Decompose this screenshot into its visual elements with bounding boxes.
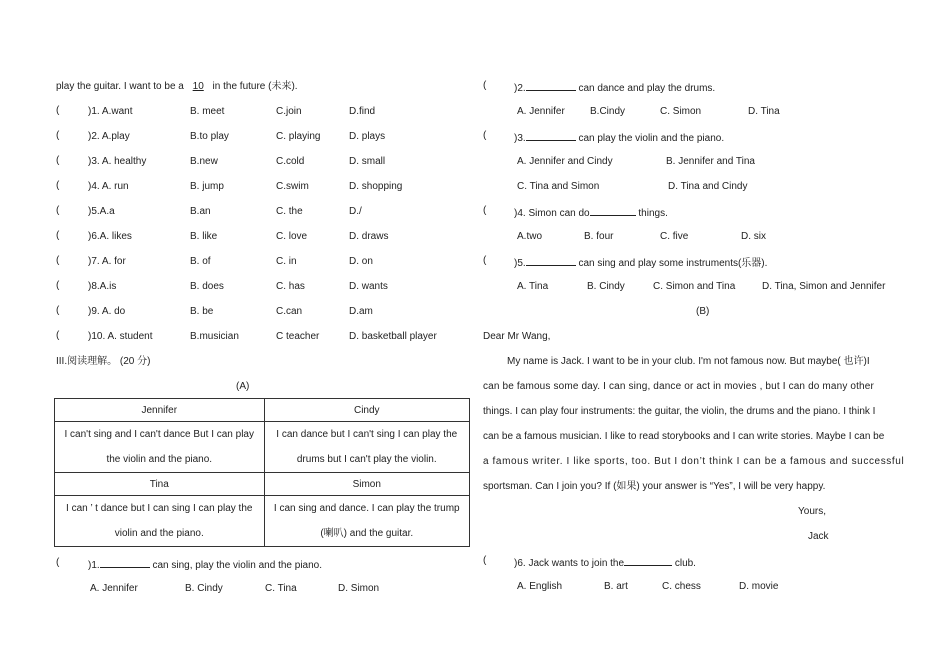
letter-line: things. I can play four instruments: the guitar, the violin, the drums and the piano. I think I: [483, 406, 876, 417]
option: B. meet: [190, 106, 225, 117]
paren-open: (: [56, 105, 60, 116]
option: B.Cindy: [590, 106, 626, 117]
option: C. five: [660, 231, 689, 242]
question-3: )3. can play the violin and the piano.: [514, 130, 724, 145]
answer-blank[interactable]: [526, 255, 576, 266]
intro-post: in the future (未来).: [209, 81, 298, 92]
option: D. Simon: [338, 583, 380, 594]
letter-salutation: Dear Mr Wang,: [483, 331, 551, 342]
cell-line: the violin and the piano.: [106, 454, 213, 465]
option: D. Tina: [748, 106, 780, 117]
option: D. plays: [349, 131, 386, 142]
letter-line: a famous writer. I like sports, too. But I don’t think I can be a famous and successful: [483, 456, 905, 467]
option: C teacher: [276, 331, 320, 342]
option: C.can: [276, 306, 303, 317]
question-2: )2. can dance and play the drums.: [514, 80, 715, 95]
reading-table: [54, 398, 470, 547]
option: A. Jennifer: [517, 106, 565, 117]
option: A.two: [517, 231, 543, 242]
paren-open: (: [483, 555, 487, 566]
question-4: )4. Simon can do things.: [514, 205, 668, 220]
section-title: III.阅读理解。 (20 分): [56, 356, 151, 367]
table-name-tina: Tina: [55, 473, 265, 496]
table-cell-simon: [264, 496, 469, 547]
option: D.am: [349, 306, 373, 317]
option: A. Jennifer and Cindy: [517, 156, 613, 167]
option: D. Tina, Simon and Jennifer: [762, 281, 886, 292]
option: D. basketball player: [349, 331, 437, 342]
question-number: )5.A.a: [88, 206, 115, 217]
option: C. the: [276, 206, 303, 217]
paren-open: (: [56, 130, 60, 141]
question-number: )2. A.play: [88, 131, 130, 142]
cell-line: I can ’ t dance but I can sing I can play the: [66, 503, 253, 514]
option: C. chess: [662, 581, 701, 592]
option: C. playing: [276, 131, 321, 142]
paren-open: (: [56, 180, 60, 191]
cell-line: violin and the piano.: [114, 528, 204, 539]
answer-blank[interactable]: [526, 130, 576, 141]
option: B. Jennifer and Tina: [666, 156, 755, 167]
option: C. Tina and Simon: [517, 181, 600, 192]
question-number: )8.A.is: [88, 281, 117, 292]
table-cell-cindy: [264, 422, 469, 473]
question-number: )9. A. do: [88, 306, 126, 317]
option: C. Simon and Tina: [653, 281, 736, 292]
answer-blank[interactable]: [526, 80, 576, 91]
letter-line: sportsman. Can I join you? If (如果) your answer is “Yes”, I will be very happy.: [483, 481, 826, 492]
question-number: )4. A. run: [88, 181, 129, 192]
option: B.musician: [190, 331, 239, 342]
option: B.new: [190, 156, 218, 167]
intro-pre: play the guitar. I want to be a: [56, 81, 187, 92]
paren-open: (: [483, 80, 487, 91]
question-number: )7. A. for: [88, 256, 126, 267]
table-cell-tina: [55, 496, 265, 547]
cell-line: I can't sing and I can't dance But I can play: [64, 429, 254, 440]
option: D.find: [349, 106, 376, 117]
letter-signature: Jack: [808, 531, 829, 542]
question-1: )1. can sing, play the violin and the piano.: [88, 557, 322, 572]
answer-blank[interactable]: [624, 555, 672, 566]
cell-line: I can dance but I can't sing I can play the: [276, 429, 458, 440]
paren-open: (: [56, 155, 60, 166]
option: B. does: [190, 281, 224, 292]
question-number: )6.A. likes: [88, 231, 132, 242]
paren-open: (: [56, 205, 60, 216]
letter-line: My name is Jack. I want to be in your club. I'm not famous now. But maybe( 也许)I: [507, 356, 870, 367]
paren-open: (: [56, 305, 60, 316]
part-b-label: (B): [696, 306, 710, 317]
option: C. has: [276, 281, 305, 292]
answer-blank[interactable]: [100, 557, 150, 568]
paren-open: (: [483, 255, 487, 266]
question-5: )5. can sing and play some instruments(乐器).: [514, 255, 767, 270]
table-name-cindy: Cindy: [264, 399, 469, 422]
table-name-simon: Simon: [264, 473, 469, 496]
table-cell-jennifer: [55, 422, 265, 473]
option: C.join: [276, 106, 302, 117]
option: D. six: [741, 231, 766, 242]
cell-line: (喇叭) and the guitar.: [320, 528, 414, 539]
paren-open: (: [56, 330, 60, 341]
question-6: )6. Jack wants to join the club.: [514, 555, 696, 570]
option: B. four: [584, 231, 614, 242]
paren-open: (: [56, 255, 60, 266]
option: B.to play: [190, 131, 229, 142]
option: A. Tina: [517, 281, 549, 292]
letter-line: can be famous some day. I can sing, dance or act in movies , but I can do many other: [483, 381, 874, 392]
option: B. jump: [190, 181, 224, 192]
option: B.an: [190, 206, 211, 217]
question-number: )1. A.want: [88, 106, 133, 117]
letter-closing: Yours,: [798, 506, 826, 517]
cell-line: drums but I can't play the violin.: [296, 454, 437, 465]
question-number: )10. A. student: [88, 331, 153, 342]
option: D. small: [349, 156, 386, 167]
option: C. love: [276, 231, 308, 242]
option: D. wants: [349, 281, 388, 292]
option: D. Tina and Cindy: [668, 181, 748, 192]
option: C.cold: [276, 156, 305, 167]
paren-open: (: [56, 230, 60, 241]
option: D. shopping: [349, 181, 403, 192]
option: A. English: [517, 581, 563, 592]
option: D./: [349, 206, 362, 217]
option: D. movie: [739, 581, 779, 592]
blank-number: 10: [192, 81, 204, 92]
option: B. be: [190, 306, 214, 317]
option: C. in: [276, 256, 297, 267]
option: B. of: [190, 256, 211, 267]
intro-line: [56, 80, 298, 93]
cell-line: I can sing and dance. I can play the trump: [273, 503, 460, 514]
question-number: )3. A. healthy: [88, 156, 147, 167]
option: B. art: [604, 581, 628, 592]
paren-open: (: [483, 205, 487, 216]
option: B. Cindy: [185, 583, 223, 594]
paren-open: (: [483, 130, 487, 141]
option: C. Tina: [265, 583, 297, 594]
option: C.swim: [276, 181, 309, 192]
paren-open: (: [56, 557, 60, 568]
option: D. on: [349, 256, 373, 267]
answer-blank[interactable]: [590, 205, 636, 216]
part-a-label: (A): [236, 381, 250, 392]
option: B. like: [190, 231, 218, 242]
letter-line: can be a famous musician. I like to read storybooks and I can write stories. Maybe I can be: [483, 431, 885, 442]
option: D. draws: [349, 231, 389, 242]
option: B. Cindy: [587, 281, 625, 292]
table-name-jennifer: Jennifer: [55, 399, 265, 422]
paren-open: (: [56, 280, 60, 291]
option: C. Simon: [660, 106, 702, 117]
option: A. Jennifer: [90, 583, 138, 594]
